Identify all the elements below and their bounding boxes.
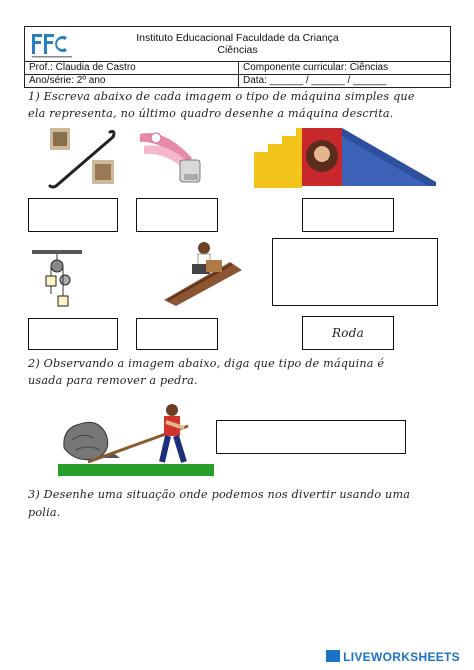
- wheel-label: Roda: [332, 326, 364, 340]
- conveyor-image: [160, 240, 246, 306]
- brand-text: LIVEWORKSHEETS: [343, 650, 460, 664]
- answer-box-2[interactable]: [136, 198, 218, 232]
- institution-name: Instituto Educacional Faculdade da Criança: [136, 32, 339, 44]
- header-row-teacher: [25, 61, 450, 74]
- question-2-line-2: usada para remover a pedra.: [28, 374, 198, 387]
- pulley-image: [32, 250, 82, 314]
- component-name: Componente curricular: Ciências: [243, 62, 389, 73]
- crowbar-image: [44, 124, 120, 192]
- teacher-name: Prof.: Claudia de Castro: [29, 62, 136, 73]
- nail-clipper-image: [134, 124, 214, 194]
- answer-box-lever[interactable]: [216, 420, 406, 454]
- question-1-line-2: ela representa, no último quadro desenhe a máquina descrita.: [28, 107, 394, 120]
- question-1-line-1: 1) Escreva abaixo de cada imagem o tipo de máquina simples que: [28, 90, 415, 103]
- header-row-grade: [25, 74, 450, 87]
- answer-box-pulley[interactable]: [28, 318, 118, 350]
- question-3-line-2: polia.: [28, 506, 61, 519]
- drawing-box-wheel[interactable]: [272, 238, 438, 306]
- label-box-wheel: [302, 316, 394, 350]
- liveworksheets-brand: [326, 650, 460, 664]
- header-table: [24, 26, 451, 88]
- ramp-image: [250, 122, 440, 194]
- question-2-line-1: 2) Observando a imagem abaixo, diga que tipo de máquina é: [28, 357, 385, 370]
- lever-rock-image: [58, 400, 214, 478]
- grade-label: Ano/série: 2º ano: [29, 75, 106, 86]
- answer-box-1[interactable]: [28, 198, 118, 232]
- date-field: Data: ______ / ______ / ______: [243, 75, 387, 86]
- answer-box-3[interactable]: [302, 198, 394, 232]
- question-3-line-1: 3) Desenhe uma situação onde podemos nos divertir usando uma: [28, 488, 411, 501]
- answer-box-conveyor[interactable]: [136, 318, 218, 350]
- brand-logo-icon: [326, 650, 340, 662]
- subject-title: Ciências: [217, 44, 258, 56]
